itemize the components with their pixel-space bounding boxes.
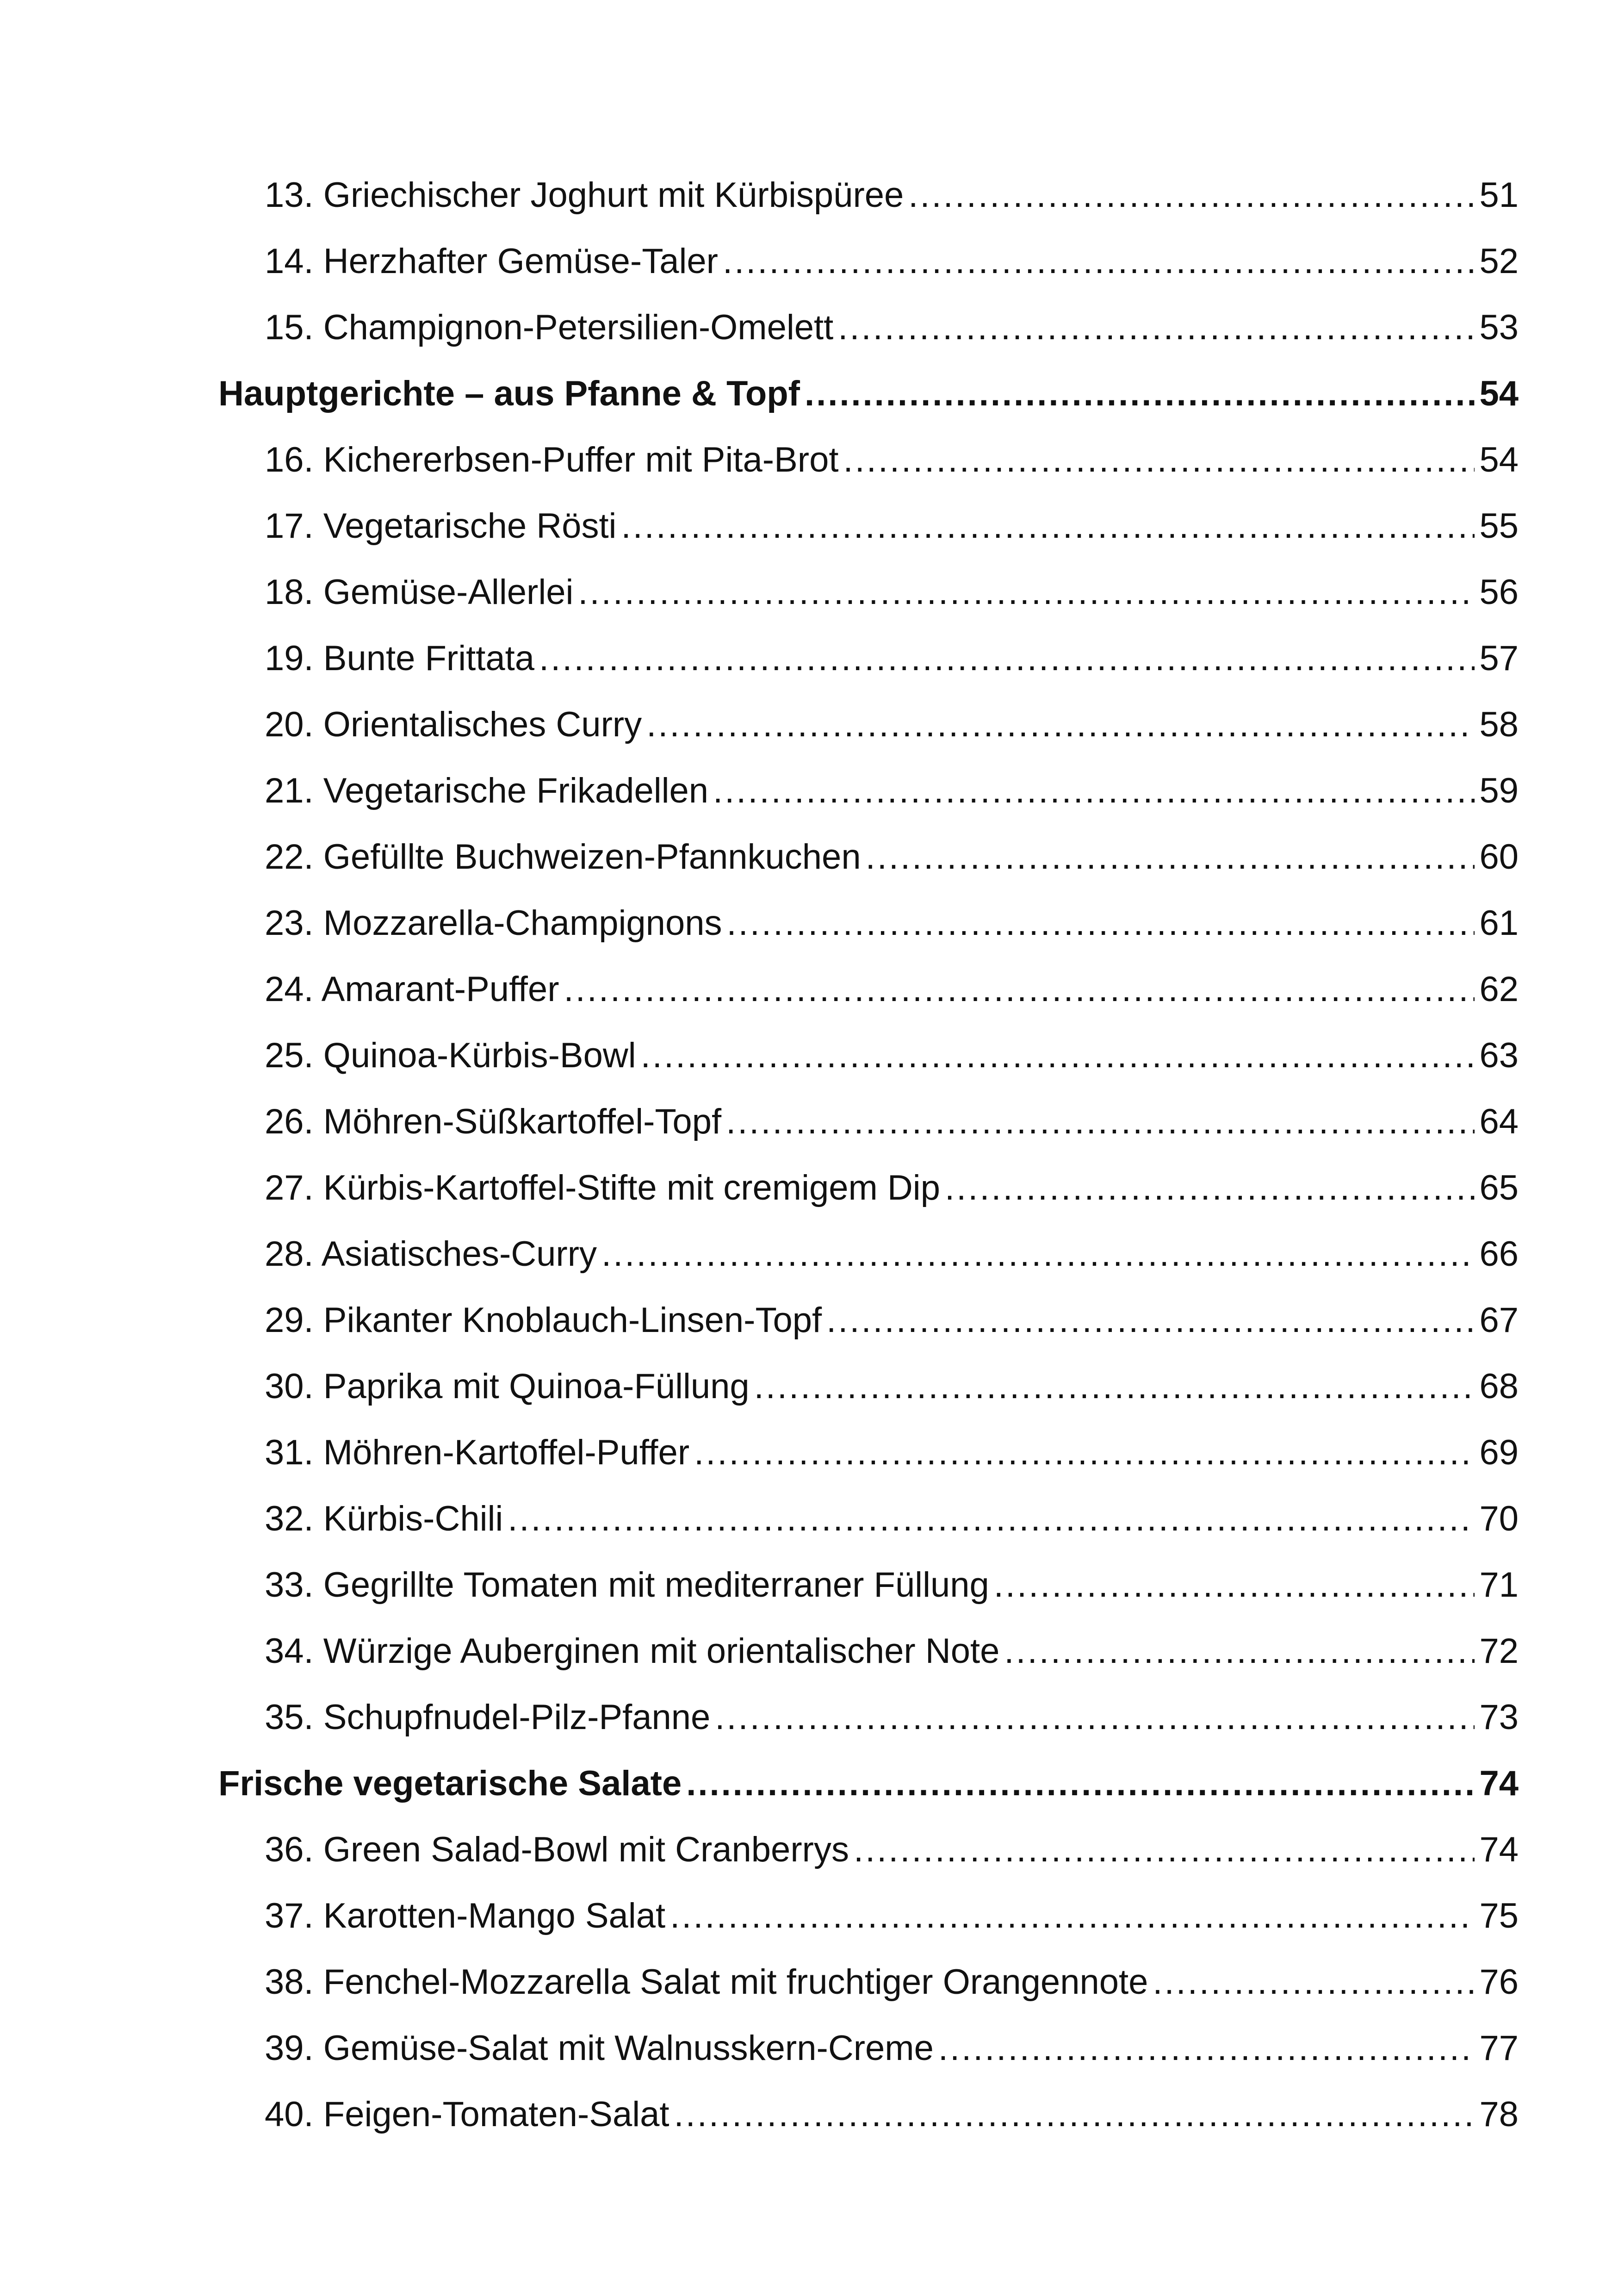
toc-dot-leader <box>1153 1949 1475 2015</box>
toc-dot-leader <box>1004 1618 1475 1684</box>
toc-entry-title: 40. Feigen-Tomaten-Salat <box>265 2095 670 2134</box>
toc-dot-leader <box>601 1221 1475 1287</box>
toc-dot-leader <box>621 493 1475 559</box>
toc-entry-title: 19. Bunte Frittata <box>265 639 534 678</box>
toc-entry <box>218 1419 1519 1486</box>
toc-dot-leader <box>994 1552 1475 1618</box>
toc-dot-leader <box>646 691 1475 758</box>
toc-entry <box>218 2015 1519 2081</box>
toc-dot-leader <box>539 625 1475 691</box>
toc-dot-leader <box>854 1817 1475 1883</box>
toc-entry <box>218 1883 1519 1949</box>
toc-entry <box>218 956 1519 1022</box>
toc-entry <box>218 1022 1519 1089</box>
toc-page-number: 54 <box>1479 440 1519 479</box>
toc-entry-title: 22. Gefüllte Buchweizen-Pfannkuchen <box>265 837 861 877</box>
toc-page-number: 60 <box>1479 837 1519 877</box>
toc-page-number: 64 <box>1479 1102 1519 1141</box>
toc-entry <box>218 228 1519 294</box>
toc-page-number: 72 <box>1479 1631 1519 1671</box>
toc-dot-leader <box>908 162 1475 228</box>
toc-entry <box>218 1221 1519 1287</box>
toc-page-number: 62 <box>1479 970 1519 1009</box>
toc-page-number: 65 <box>1479 1168 1519 1207</box>
toc-entry-title: 26. Möhren-Süßkartoffel-Topf <box>265 1102 722 1141</box>
toc-page-number: 58 <box>1479 705 1519 744</box>
toc-entry <box>218 493 1519 559</box>
toc-dot-leader <box>578 559 1475 625</box>
toc-page-number: 74 <box>1479 1830 1519 1869</box>
toc-page-number: 67 <box>1479 1300 1519 1340</box>
toc-dot-leader <box>715 1684 1475 1750</box>
toc-entry-title: 35. Schupfnudel-Pilz-Pfanne <box>265 1698 711 1737</box>
toc-entry <box>218 1552 1519 1618</box>
toc-entry <box>218 1618 1519 1684</box>
toc-dot-leader <box>686 1750 1475 1817</box>
toc-entry <box>218 625 1519 691</box>
toc-entry <box>218 1155 1519 1221</box>
toc-entry-title: 36. Green Salad-Bowl mit Cranberrys <box>265 1830 849 1869</box>
toc-dot-leader <box>508 1486 1475 1552</box>
toc-entry-title: 20. Orientalisches Curry <box>265 705 642 744</box>
toc-entry-title: 17. Vegetarische Rösti <box>265 506 617 546</box>
toc-dot-leader <box>838 294 1475 361</box>
toc-page-number: 53 <box>1479 308 1519 347</box>
toc-entry-title: 29. Pikanter Knoblauch-Linsen-Topf <box>265 1300 822 1340</box>
toc-page-number: 73 <box>1479 1698 1519 1737</box>
toc-entry <box>218 1486 1519 1552</box>
toc-entry <box>218 162 1519 228</box>
toc-page-number: 75 <box>1479 1896 1519 1935</box>
toc-page-number: 77 <box>1479 2028 1519 2068</box>
toc-dot-leader <box>670 1883 1475 1949</box>
toc-entry <box>218 1089 1519 1155</box>
toc-entry <box>218 1684 1519 1750</box>
toc-entry <box>218 427 1519 493</box>
toc-entry <box>218 1949 1519 2015</box>
toc-entry-title: Hauptgerichte – aus Pfanne & Topf <box>218 374 800 413</box>
toc-page-number: 74 <box>1479 1764 1519 1803</box>
toc-entry-title: 14. Herzhafter Gemüse-Taler <box>265 242 718 281</box>
toc-entry <box>218 1353 1519 1419</box>
toc-page-number: 66 <box>1479 1234 1519 1274</box>
toc-entry-title: 21. Vegetarische Frikadellen <box>265 771 709 810</box>
toc-page-number: 76 <box>1479 1962 1519 2002</box>
toc-page-number: 68 <box>1479 1367 1519 1406</box>
toc-entry-title: 28. Asiatisches-Curry <box>265 1234 597 1274</box>
toc-dot-leader <box>866 824 1475 890</box>
toc-page-number: 55 <box>1479 506 1519 546</box>
table-of-contents <box>218 162 1519 2147</box>
toc-entry-title: 31. Möhren-Kartoffel-Puffer <box>265 1433 690 1472</box>
toc-page-number: 59 <box>1479 771 1519 810</box>
toc-entry <box>218 691 1519 758</box>
toc-dot-leader <box>754 1353 1475 1419</box>
toc-entry <box>218 559 1519 625</box>
toc-entry <box>218 890 1519 956</box>
toc-entry-title: 30. Paprika mit Quinoa-Füllung <box>265 1367 750 1406</box>
toc-page-number: 70 <box>1479 1499 1519 1538</box>
toc-dot-leader <box>641 1022 1475 1089</box>
toc-section-heading <box>218 1750 1519 1817</box>
toc-page-number: 52 <box>1479 242 1519 281</box>
toc-dot-leader <box>726 1089 1475 1155</box>
toc-entry <box>218 1817 1519 1883</box>
toc-dot-leader <box>674 2081 1475 2147</box>
toc-dot-leader <box>938 2015 1475 2081</box>
toc-entry-title: 23. Mozzarella-Champignons <box>265 903 722 943</box>
toc-page-number: 63 <box>1479 1036 1519 1075</box>
toc-page-number: 69 <box>1479 1433 1519 1472</box>
toc-entry-title: 15. Champignon-Petersilien-Omelett <box>265 308 834 347</box>
toc-dot-leader <box>805 361 1475 427</box>
toc-page-number: 54 <box>1479 374 1519 413</box>
toc-entry-title: Frische vegetarische Salate <box>218 1764 682 1803</box>
toc-entry-title: 32. Kürbis-Chili <box>265 1499 503 1538</box>
toc-entry-title: 39. Gemüse-Salat mit Walnusskern-Creme <box>265 2028 934 2068</box>
toc-page-number: 51 <box>1479 175 1519 215</box>
toc-dot-leader <box>723 228 1475 294</box>
toc-page-number: 57 <box>1479 639 1519 678</box>
toc-dot-leader <box>713 758 1475 824</box>
toc-entry-title: 27. Kürbis-Kartoffel-Stifte mit cremigem Dip <box>265 1168 940 1207</box>
toc-dot-leader <box>564 956 1475 1022</box>
toc-entry-title: 24. Amarant-Puffer <box>265 970 559 1009</box>
toc-page-number: 61 <box>1479 903 1519 943</box>
toc-entry-title: 13. Griechischer Joghurt mit Kürbispüree <box>265 175 904 215</box>
toc-entry-title: 25. Quinoa-Kürbis-Bowl <box>265 1036 636 1075</box>
toc-entry-title: 18. Gemüse-Allerlei <box>265 572 574 612</box>
toc-entry <box>218 758 1519 824</box>
toc-entry-title: 34. Würzige Auberginen mit orientalischer Note <box>265 1631 1000 1671</box>
toc-entry-title: 37. Karotten-Mango Salat <box>265 1896 666 1935</box>
toc-dot-leader <box>843 427 1475 493</box>
toc-dot-leader <box>945 1155 1475 1221</box>
toc-page-number: 71 <box>1479 1565 1519 1605</box>
toc-dot-leader <box>726 890 1475 956</box>
toc-entry-title: 16. Kichererbsen-Puffer mit Pita-Brot <box>265 440 839 479</box>
toc-entry <box>218 824 1519 890</box>
toc-dot-leader <box>826 1287 1475 1353</box>
toc-entry-title: 38. Fenchel-Mozzarella Salat mit fruchtiger Orangennote <box>265 1962 1148 2002</box>
toc-page-number: 56 <box>1479 572 1519 612</box>
toc-entry <box>218 1287 1519 1353</box>
toc-dot-leader <box>694 1419 1475 1486</box>
toc-entry-title: 33. Gegrillte Tomaten mit mediterraner Füllung <box>265 1565 989 1605</box>
toc-entry <box>218 294 1519 361</box>
toc-page-number: 78 <box>1479 2095 1519 2134</box>
toc-entry <box>218 2081 1519 2147</box>
toc-section-heading <box>218 361 1519 427</box>
